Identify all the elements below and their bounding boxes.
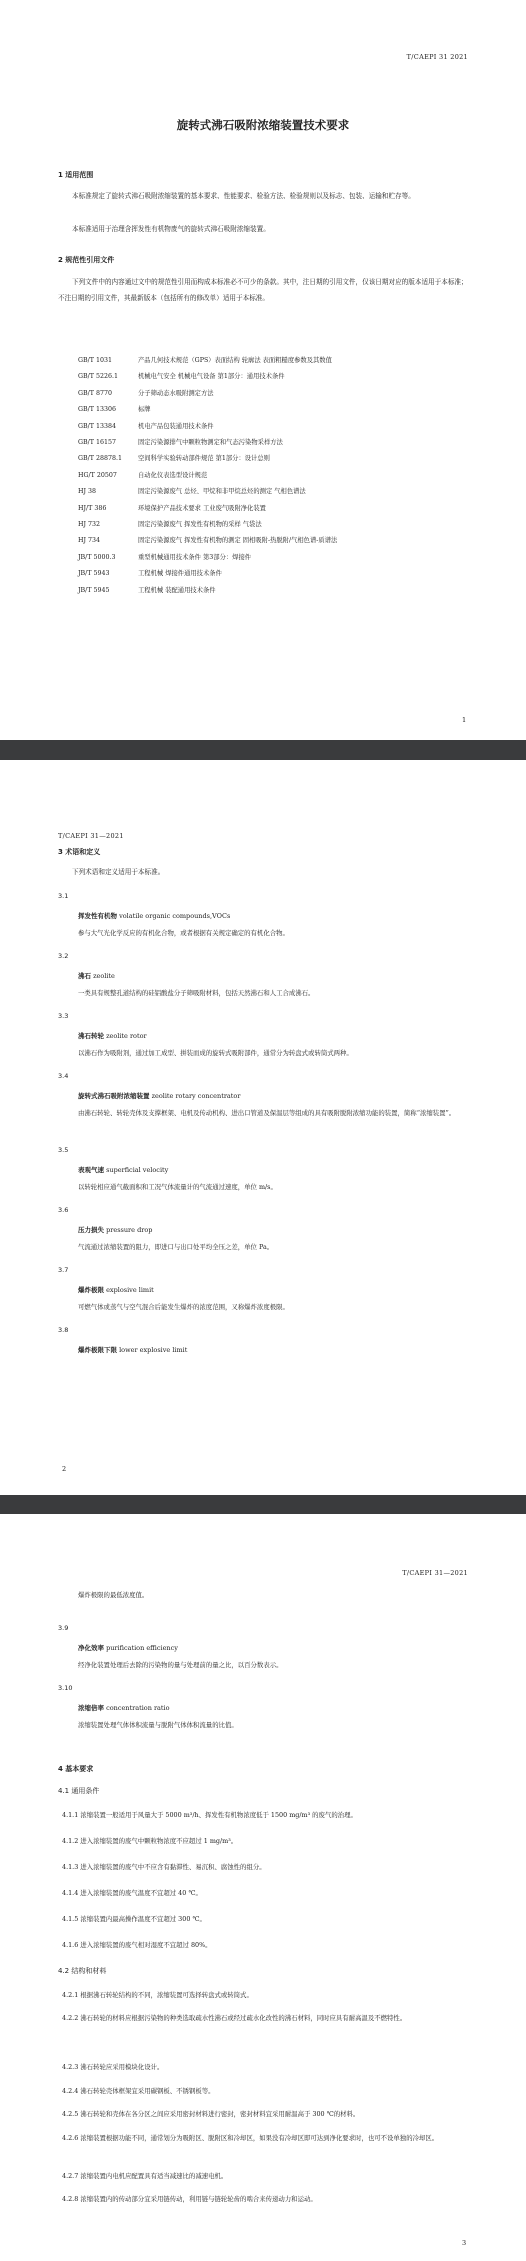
- term-definition: 可燃气体或蒸气与空气混合后能发生爆炸的浓度范围，又称爆炸浓度极限。: [78, 1303, 289, 1311]
- requirement-item: 4.2.8 浓缩装置内的传动部分宜采用链传动，利用链与链轮轮齿的啮合来传递动力和运动。: [62, 2195, 317, 2203]
- term-definition: 以沸石作为吸附剂，通过加工成型、拼装而成的旋转式吸附部件，通常分为转盘式或转筒式两种。: [78, 1049, 353, 1057]
- reference-name: 环境保护产品技术要求 工业废气吸附净化装置: [138, 504, 266, 512]
- reference-row: [78, 421, 214, 430]
- reference-code: GB/T 16157: [78, 439, 117, 446]
- term-number: 3.5: [58, 1146, 69, 1154]
- requirement-item: 4.1.4 进入浓缩装置的废气温度不宜超过 40 ℃。: [62, 1889, 202, 1897]
- term-english: explosive limit: [106, 1286, 154, 1294]
- reference-row: [78, 355, 332, 364]
- term-number: 3.8: [58, 1326, 69, 1334]
- reference-row: [78, 552, 251, 561]
- reference-name: 分子筛动态水吸附测定方法: [138, 389, 214, 397]
- reference-code: HG/T 20507: [78, 471, 117, 479]
- requirement-item: 4.2.5 沸石转轮和壳体在各分区之间应采用密封材料进行密封，密封材料宜采用耐温高于 300 ℃的材料。: [62, 2110, 360, 2118]
- reference-name: 固定污染源废气 挥发性有机物的采样 气袋法: [138, 521, 262, 528]
- term-number: 3.9: [58, 1624, 69, 1632]
- paragraph: 下列文件中的内容通过文中的规范性引用而构成本标准必不可少的条款。其中，注日期的引用文件，仅该日期对应的版本适用于本标准；不注日期的引用文件，其最新版本（包括所有的修改单）适用于本标准。: [58, 278, 468, 302]
- reference-row: [78, 503, 266, 512]
- reference-row: [78, 470, 207, 479]
- doc-code: T/CAEPI 31—2021: [402, 1569, 468, 1577]
- term-chinese: 挥发性有机物: [78, 912, 117, 920]
- document-title: 旋转式沸石吸附浓缩装置技术要求: [176, 118, 350, 132]
- reference-code: GB/T 8770: [78, 389, 113, 397]
- paragraph: 本标准规定了旋转式沸石吸附浓缩装置的基本要求、性能要求、检验方法、检验规则以及标志、包装、运输和贮存等。: [72, 192, 415, 200]
- reference-code: HJ 732: [78, 521, 101, 528]
- requirement-item: 4.1.6 进入浓缩装置的废气相对湿度不宜超过 80%。: [62, 1941, 212, 1949]
- term-name: [78, 1165, 168, 1174]
- section-heading: 1 适用范围: [58, 171, 94, 179]
- term-name: [78, 1345, 187, 1354]
- requirement-item: 4.2.7 浓缩装置内电机应配置具有适当减速比的减速电机。: [62, 2172, 228, 2180]
- reference-row: [78, 535, 337, 544]
- term-chinese: 爆炸极限: [78, 1286, 104, 1294]
- term-definition: 浓缩装置处理气体体积流量与脱附气体体积流量的比值。: [78, 1721, 238, 1729]
- reference-name: 机械电气安全 机械电气设备 第1部分：通用技术条件: [138, 373, 285, 381]
- term-definition: 由沸石转轮、转轮壳体及支撑框架、电机及传动机构、进出口管道及保温层等组成的具有吸附脱附浓缩功能的装置，简称“浓缩装置”。: [78, 1109, 456, 1117]
- section-heading: 2 规范性引用文件: [58, 256, 115, 264]
- term-definition: 经净化装置处理后去除的污染物的量与处理前的量之比，以百分数表示。: [78, 1661, 283, 1669]
- requirement-item: 4.1.5 浓缩装置内最高操作温度不宜超过 300 ℃。: [62, 1915, 206, 1923]
- term-english: zeolite rotary concentrator: [151, 1092, 241, 1100]
- term-english: lower explosive limit: [119, 1346, 188, 1354]
- reference-row: [78, 585, 216, 594]
- reference-name: 工程机械 装配通用技术条件: [138, 586, 216, 594]
- requirement-item: 4.2.6 浓缩装置根据功能不同，通常划分为吸附区、脱附区和冷却区，如果没有冷却区即可达到净化要求时，也可不设单独的冷却区。: [62, 2134, 439, 2142]
- doc-code: T/CAEPI 31—2021: [58, 832, 124, 840]
- reference-name: 自动化仪表选型设计规范: [138, 471, 208, 479]
- term-number: 3.2: [58, 952, 69, 960]
- reference-code: HJ 734: [78, 537, 101, 545]
- term-name: [78, 971, 115, 980]
- reference-name: 空间科学实验转动部件规范 第1部分：设计总则: [138, 455, 270, 463]
- requirement-item: 4.1.2 进入浓缩装置的废气中颗粒物浓度不应超过 1 mg/m³。: [62, 1837, 238, 1845]
- requirement-item: 4.2.2 沸石转轮的材料应根据污染物的种类选取疏水性沸石或经过疏水化改性的沸石材料，同时应具有耐高温及不燃特性。: [62, 2014, 407, 2022]
- paragraph: 下列术语和定义适用于本标准。: [72, 868, 165, 876]
- reference-name: 重型机械通用技术条件 第3部分：焊接件: [138, 553, 252, 561]
- term-name: [78, 1703, 170, 1712]
- reference-name: 机电产品包装通用技术条件: [138, 422, 214, 430]
- page-1: [0, 0, 526, 740]
- paragraph: 本标准适用于治理含挥发性有机物废气的旋转式沸石吸附浓缩装置。: [72, 225, 270, 233]
- term-english: concentration ratio: [106, 1704, 170, 1712]
- term-name: [78, 1285, 154, 1294]
- requirement-item: 4.2.3 沸石转轮应采用模块化设计。: [62, 2063, 164, 2071]
- term-chinese: 爆炸极限下限: [78, 1346, 117, 1354]
- page-number: 1: [462, 716, 467, 724]
- requirement-item: 4.1.3 进入浓缩装置的废气中不应含有黏滞性、易沉积、腐蚀性的组分。: [62, 1863, 266, 1871]
- reference-row: [78, 404, 151, 413]
- term-definition: 爆炸极限的最低浓度值。: [78, 1591, 149, 1599]
- term-number: 3.4: [58, 1072, 69, 1080]
- term-chinese: 表观气速: [78, 1166, 104, 1174]
- reference-name: 工程机械 焊接件通用技术条件: [138, 570, 222, 578]
- term-definition: 一类具有规整孔道结构的硅铝酸盐分子筛吸附材料，包括天然沸石和人工合成沸石。: [78, 989, 315, 997]
- reference-row: [78, 437, 283, 446]
- term-chinese: 沸石: [78, 972, 91, 980]
- page-number: 3: [462, 2239, 467, 2247]
- reference-row: [78, 388, 214, 397]
- page-2: [0, 760, 526, 1495]
- term-english: volatile organic compounds,VOCs: [119, 912, 231, 920]
- reference-code: JB/T 5000.3: [78, 553, 116, 561]
- doc-code: T/CAEPI 31 2021: [406, 53, 468, 61]
- reference-row: [78, 371, 285, 380]
- term-number: 3.7: [58, 1266, 69, 1274]
- reference-code: JB/T 5945: [78, 586, 110, 594]
- term-english: pressure drop: [106, 1226, 153, 1234]
- term-chinese: 浓缩倍率: [78, 1704, 104, 1712]
- requirement-item: 4.2.1 根据沸石转轮结构的不同，浓缩装置可选择转盘式或转筒式。: [62, 1991, 253, 1999]
- term-english: zeolite rotor: [106, 1032, 147, 1040]
- reference-row: [78, 486, 306, 495]
- term-chinese: 旋转式沸石吸附浓缩装置: [78, 1092, 150, 1100]
- reference-code: HJ 38: [78, 488, 97, 496]
- reference-code: JB/T 5943: [78, 570, 110, 578]
- section-heading: 3 术语和定义: [58, 848, 101, 856]
- reference-code: GB/T 5226.1: [78, 373, 119, 381]
- term-english: superficial velocity: [106, 1166, 169, 1174]
- page-3: [0, 1514, 526, 2261]
- term-chinese: 沸石转轮: [78, 1032, 104, 1040]
- reference-name: 标牌: [138, 406, 151, 414]
- reference-code: GB/T 1031: [78, 357, 113, 364]
- term-english: purification efficiency: [106, 1644, 178, 1652]
- term-english: zeolite: [93, 972, 115, 980]
- term-chinese: 净化效率: [78, 1644, 104, 1652]
- reference-name: 固定污染源废气 总烃、甲烷和非甲烷总烃的测定 气相色谱法: [138, 488, 306, 496]
- term-number: 3.6: [58, 1206, 69, 1214]
- section-heading: 4 基本要求: [58, 1765, 94, 1773]
- reference-name: 固定污染源废气 挥发性有机物的测定 固相吸附-热脱附/气相色谱-质谱法: [138, 537, 338, 545]
- term-number: 3.1: [58, 892, 69, 900]
- term-name: [78, 1643, 178, 1652]
- term-name: [78, 1225, 152, 1234]
- reference-code: HJ/T 386: [78, 504, 107, 512]
- reference-code: GB/T 13306: [78, 406, 117, 414]
- reference-code: GB/T 28878.1: [78, 455, 123, 463]
- term-name: [78, 1091, 240, 1100]
- term-definition: 参与大气光化学反应的有机化合物，或者根据有关规定确定的有机化合物。: [78, 929, 289, 937]
- reference-code: GB/T 13384: [78, 422, 117, 430]
- term-definition: 以转轮相应通气截面积和工况气体流量计的气流通过速度，单位 m/s。: [78, 1183, 277, 1191]
- page-number: 2: [62, 1465, 67, 1473]
- subsection-heading: 4.1 通用条件: [58, 1787, 100, 1795]
- term-name: [78, 911, 230, 920]
- term-number: 3.3: [58, 1012, 69, 1020]
- reference-row: [78, 568, 222, 577]
- subsection-heading: 4.2 结构和材料: [58, 1967, 107, 1975]
- term-definition: 气流通过浓缩装置的阻力，即进口与出口处平均全压之差，单位 Pa。: [78, 1243, 274, 1251]
- term-chinese: 压力损失: [78, 1226, 104, 1234]
- reference-row: [78, 519, 262, 528]
- reference-name: 固定污染源排气中颗粒物测定和气态污染物采样方法: [138, 439, 283, 446]
- requirement-item: 4.2.4 沸石转轮壳体框架宜采用碳钢板、不锈钢板等。: [62, 2087, 215, 2095]
- requirement-item: 4.1.1 浓缩装置一般适用于风量大于 5000 m³/h、挥发性有机物浓度低于 1500 mg/m³ 的废气的治理。: [62, 1811, 357, 1819]
- term-number: 3.10: [58, 1684, 73, 1692]
- reference-row: [78, 453, 270, 462]
- term-name: [78, 1031, 147, 1040]
- reference-name: 产品几何技术规范（GPS）表面结构 轮廓法 表面粗糙度参数及其数值: [138, 357, 332, 364]
